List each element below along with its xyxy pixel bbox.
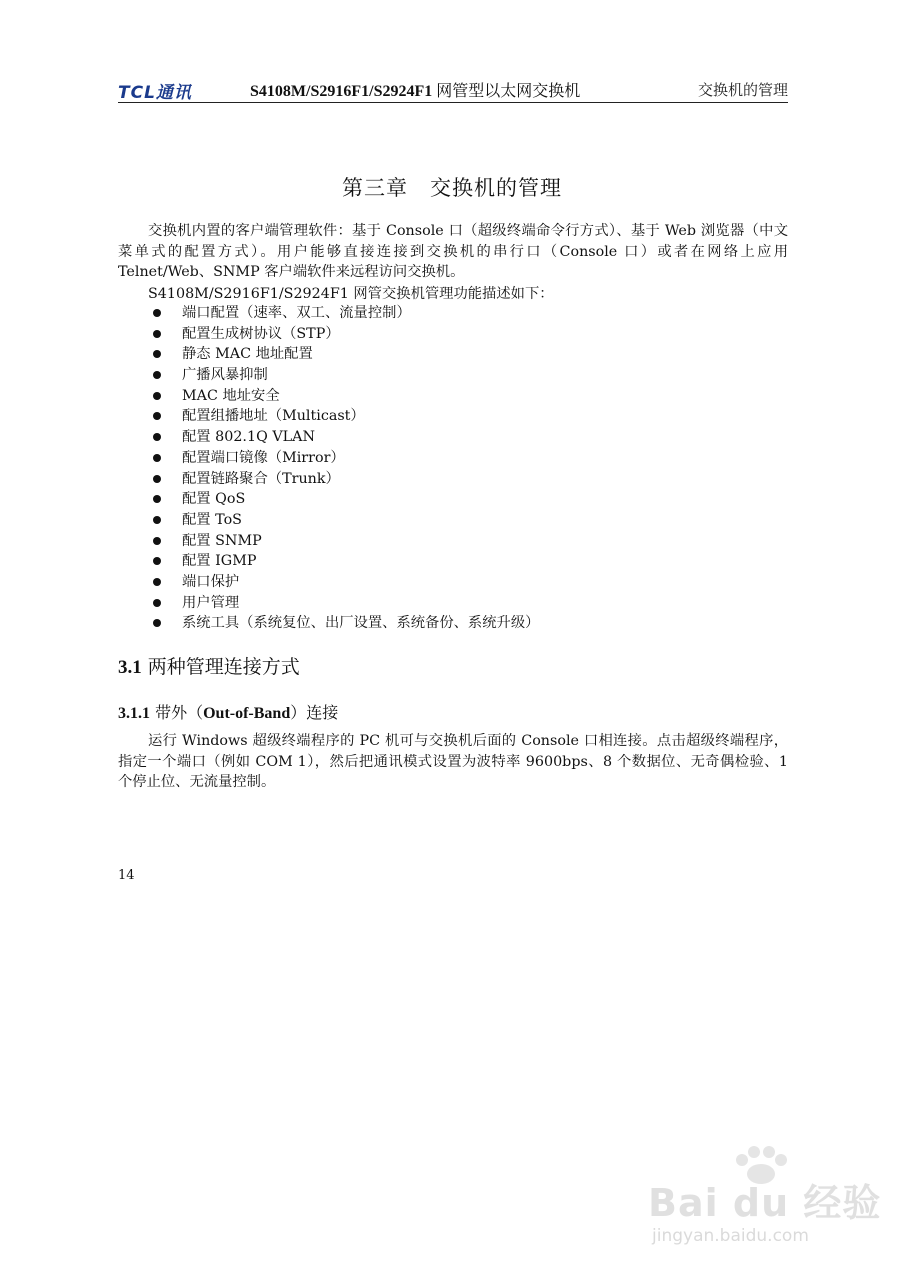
section-number: 3.1 xyxy=(118,657,142,678)
feature-label: 配置链路聚合（Trunk） xyxy=(182,470,340,487)
bullet-icon xyxy=(153,371,161,379)
feature-item xyxy=(150,510,539,531)
feature-item xyxy=(150,489,539,510)
bullet-icon xyxy=(153,475,161,483)
feature-label: 配置 802.1Q VLAN xyxy=(182,429,315,446)
header-title xyxy=(250,78,580,101)
header-section: 交换机的管理 xyxy=(697,81,788,99)
bullet-icon xyxy=(153,495,161,503)
feature-item xyxy=(150,469,539,490)
feature-label: 配置生成树协议（STP） xyxy=(182,325,340,342)
feature-item xyxy=(150,613,539,634)
bullet-icon xyxy=(153,350,161,358)
bullet-icon xyxy=(153,392,161,400)
feature-label: 广播风暴抑制 xyxy=(182,367,268,384)
feature-label: 配置 SNMP xyxy=(182,532,262,549)
bullet-icon xyxy=(153,330,161,338)
feature-item xyxy=(150,406,539,427)
feature-item xyxy=(150,324,539,345)
watermark-url: jingyan.baidu.com xyxy=(652,1226,809,1246)
feature-label: 端口保护 xyxy=(182,573,240,590)
section-heading-3-1 xyxy=(118,652,300,679)
body-3-1-1-text: 运行 Windows 超级终端程序的 PC 机可与交换机后面的 Console 口相连接。点击超级终端程序，指定一个端口（例如 COM 1），然后把通讯模式设置为波特率 9600bps、8 个数据位、无奇偶检验、1 个停止位、无流量控制。 xyxy=(118,733,788,791)
section-heading-3-1-1 xyxy=(118,700,338,723)
bullet-icon xyxy=(153,454,161,462)
feature-item xyxy=(150,572,539,593)
feature-item xyxy=(150,427,539,448)
subsection-title-bold: Out-of-Band xyxy=(203,705,291,722)
feature-item xyxy=(150,551,539,572)
subsection-title-post: ）连接 xyxy=(290,703,339,722)
feature-item xyxy=(150,344,539,365)
bullet-icon xyxy=(153,619,161,627)
feature-label: 配置 IGMP xyxy=(182,553,257,570)
bullet-icon xyxy=(153,557,161,565)
feature-item xyxy=(150,365,539,386)
feature-item xyxy=(150,593,539,614)
tcl-logo: TCL通讯 xyxy=(118,83,192,103)
watermark-brand: Bai du 经验 xyxy=(648,1181,882,1225)
feature-label: 配置 ToS xyxy=(182,511,242,528)
feature-label: 配置 QoS xyxy=(182,491,246,508)
header-product: 网管型以太网交换机 xyxy=(432,83,581,100)
feature-item xyxy=(150,303,539,324)
body-3-1-1 xyxy=(118,731,788,793)
feature-item xyxy=(150,386,539,407)
feature-label: 配置组播地址（Multicast） xyxy=(182,408,365,425)
bullet-icon xyxy=(153,578,161,586)
bullet-icon xyxy=(153,309,161,317)
feature-label: 用户管理 xyxy=(182,594,240,611)
section-title: 两种管理连接方式 xyxy=(141,656,300,678)
page-number: 14 xyxy=(118,868,135,883)
feature-list xyxy=(150,303,539,634)
subsection-title-pre: 带外（ xyxy=(150,703,204,722)
features-intro: S4108M/S2916F1/S2924F1 网管交换机管理功能描述如下： xyxy=(148,286,554,302)
feature-label: 配置端口镜像（Mirror） xyxy=(182,449,345,466)
bullet-icon xyxy=(153,599,161,607)
feature-label: 静态 MAC 地址配置 xyxy=(182,346,313,363)
feature-label: 系统工具（系统复位、出厂设置、系统备份、系统升级） xyxy=(182,615,540,632)
feature-label: 端口配置（速率、双工、流量控制） xyxy=(182,305,411,321)
feature-item xyxy=(150,531,539,552)
feature-label: MAC 地址安全 xyxy=(182,387,280,404)
bullet-icon xyxy=(153,537,161,545)
feature-item xyxy=(150,448,539,469)
bullet-icon xyxy=(153,433,161,441)
baidu-watermark xyxy=(648,1150,882,1260)
bullet-icon xyxy=(153,412,161,420)
header-model: S4108M/S2916F1/S2924F1 xyxy=(250,83,433,100)
intro-text: 交换机内置的客户端管理软件：基于 Console 口（超级终端命令行方式）、基于 Web 浏览器（中文菜单式的配置方式）。用户能够直接连接到交换机的串行口（Console 口）或者在网络上应用 Telnet/Web、SNMP 客户端软件来远程访问交换机。 xyxy=(118,223,788,281)
bullet-icon xyxy=(153,516,161,524)
intro-paragraph xyxy=(118,221,788,283)
chapter-title: 第三章 交换机的管理 xyxy=(342,176,562,200)
subsection-number: 3.1.1 xyxy=(118,705,150,722)
page-header xyxy=(118,76,788,103)
